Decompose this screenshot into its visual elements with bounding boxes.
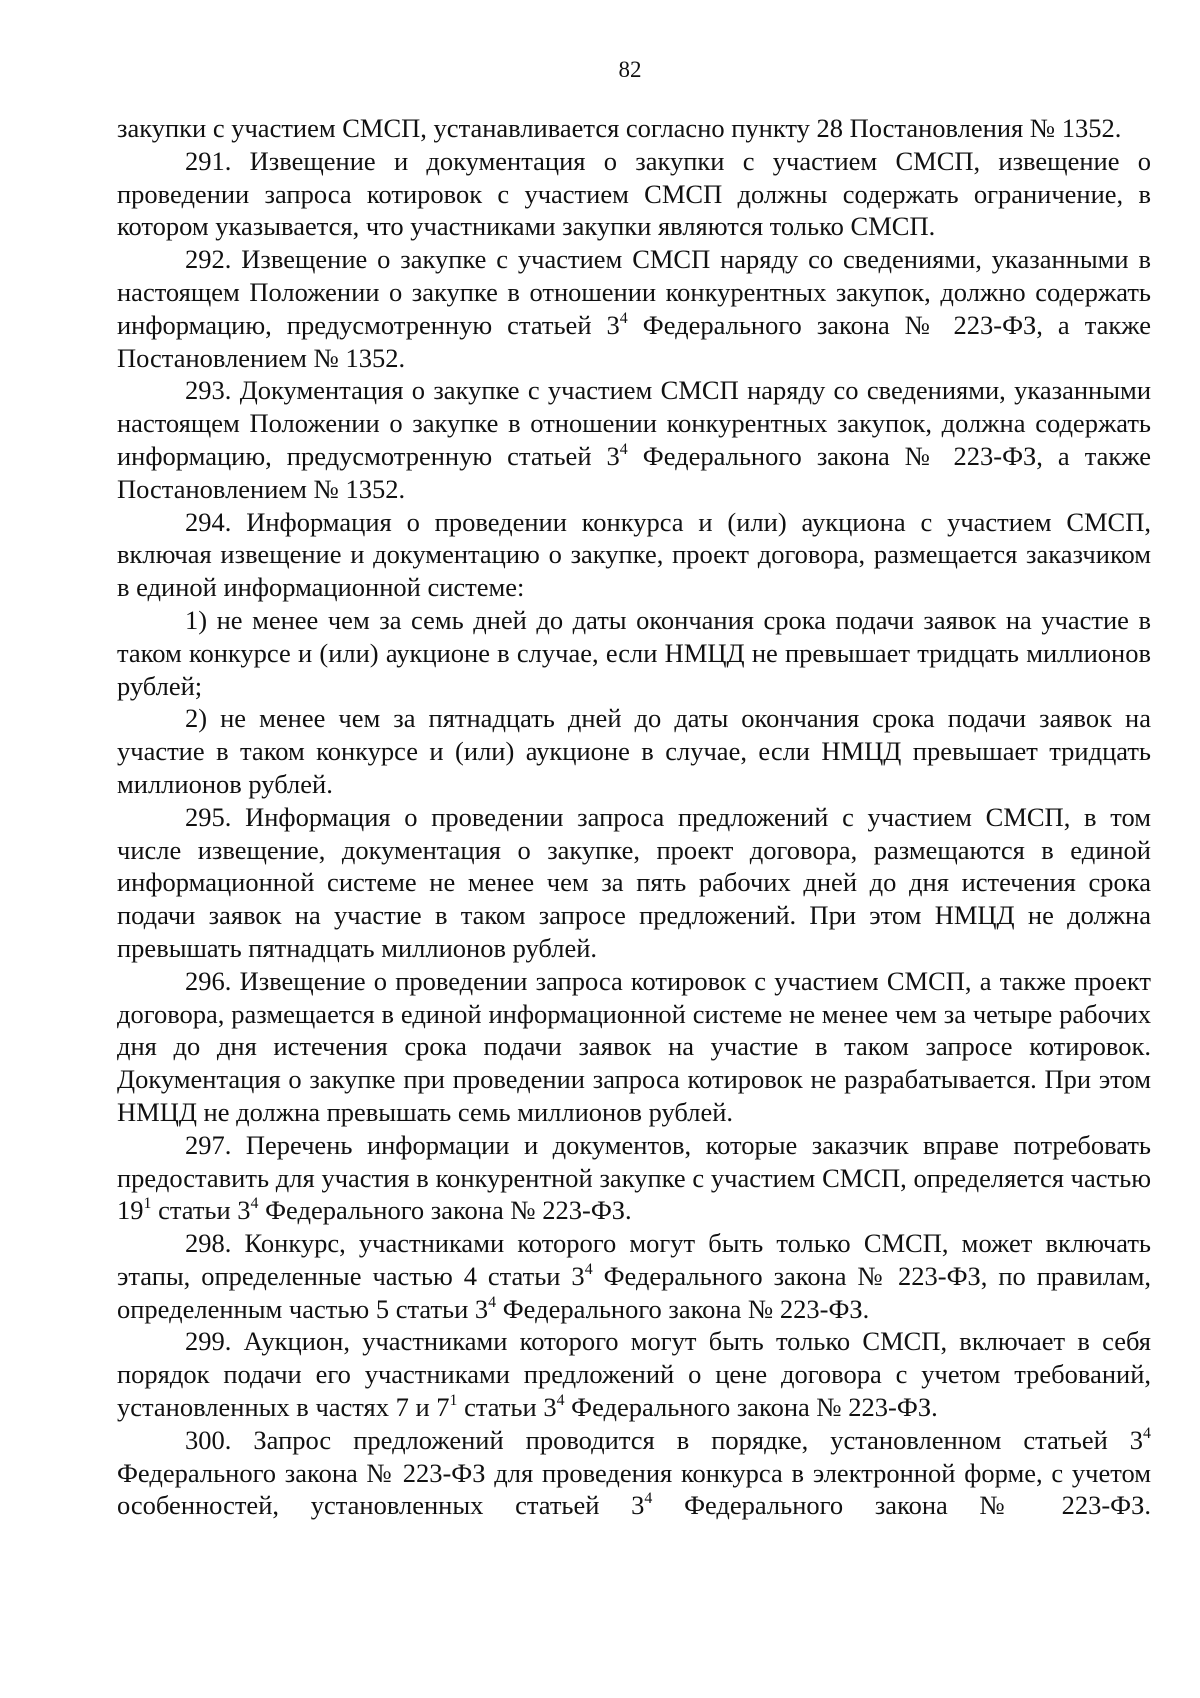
- superscript: 4: [619, 309, 628, 327]
- text-run: Федерального закона № 223-ФЗ.: [496, 1293, 870, 1324]
- paragraph-298: [117, 1227, 1151, 1325]
- paragraph-300: [117, 1424, 1151, 1522]
- text-run: Федерального закона № 223-ФЗ.: [652, 1490, 1152, 1521]
- text-run: 300. Запрос предложений проводится в порядке, установленном статьей 3: [185, 1424, 1144, 1455]
- text-run: Федерального закона № 223-ФЗ.: [564, 1392, 938, 1423]
- paragraph-299: [117, 1325, 1151, 1423]
- paragraph-297: [117, 1129, 1151, 1227]
- paragraph-293: [117, 374, 1151, 505]
- text-run: 299. Аукцион, участниками которого могут быть только СМСП, включает в себя порядок подачи его участниками предложений о цене договора с учетом требований, установленных в частях 7 и 7: [117, 1326, 1151, 1423]
- text-run: 293. Документация о закупке с участием СМСП наряду со сведениями, указанными настоящем Положении о закупке в отношении конкурентных закупок, должна содержать информацию, предусмотренную статьей 3: [117, 375, 1151, 471]
- paragraph-296: [117, 965, 1151, 1129]
- text-run: Федерального закона № 223-ФЗ, по правилам, определенным частью 5 статьи 3: [117, 1260, 1152, 1324]
- superscript: 4: [488, 1293, 497, 1311]
- paragraph-294: [117, 506, 1151, 604]
- superscript: 1: [143, 1195, 152, 1213]
- text-run: 295. Информация о проведении запроса предложений с участием СМСП, в том числе извещение, документация о закупке, проект договора, размещаются в единой информационной системе не менее чем за пять рабочих дней до дня истечения срока подачи заявок на участие в таком запросе предложений. При этом НМЦД не должна превышать пятнадцать миллионов рублей.: [117, 801, 1151, 963]
- superscript: 4: [619, 440, 628, 458]
- superscript: 4: [556, 1391, 565, 1409]
- paragraph-291: [117, 145, 1151, 243]
- text-run: Федерального закона № 223-ФЗ, а также Постановлением № 1352.: [117, 440, 1151, 504]
- paragraph-295: [117, 801, 1151, 965]
- text-run: Федерального закона № 223-ФЗ, а также Постановлением № 1352.: [117, 309, 1151, 373]
- superscript: 4: [584, 1260, 593, 1278]
- document-body: [117, 112, 1151, 1522]
- text-run: 291. Извещение и документация о закупки с участием СМСП, извещение о проведении запроса котировок с участием СМСП должны содержать ограничение, в котором указывается, что участниками закупки являются только СМСП.: [117, 145, 1151, 242]
- superscript: 4: [644, 1490, 653, 1508]
- text-run: 292. Извещение о закупке с участием СМСП наряду со сведениями, указанными в настоящем Положении о закупке в отношении конкурентных закупок, должно содержать информацию, предусмотренную статьей 3: [117, 244, 1151, 340]
- superscript: 4: [1143, 1424, 1151, 1442]
- text-run: Федерального закона № 223-ФЗ.: [258, 1195, 632, 1226]
- superscript: 4: [250, 1195, 259, 1213]
- text-run: 1) не менее чем за семь дней до даты окончания срока подачи заявок на участие в таком конкурсе и (или) аукционе в случае, если НМЦД не превышает тридцать миллионов рублей;: [117, 604, 1151, 701]
- page-number: 82: [618, 57, 642, 82]
- text-run: статьи 3: [457, 1392, 557, 1423]
- paragraph-294-item-1: [117, 604, 1151, 702]
- paragraph-continuation: [117, 112, 1151, 145]
- text-run: 298. Конкурс, участниками которого могут быть только СМСП, может включать этапы, определенные частью 4 статьи 3: [117, 1228, 1151, 1291]
- text-run: статьи 3: [151, 1195, 251, 1226]
- paragraph-292: [117, 243, 1151, 374]
- paragraph-294-item-2: [117, 702, 1151, 800]
- superscript: 1: [449, 1391, 458, 1409]
- text-run: 296. Извещение о проведении запроса котировок с участием СМСП, а также проект договора, размещается в единой информационной системе не менее чем за четыре рабочих дня до дня истечения срока подачи заявок на участие в таком запросе котировок. Документация о закупке при проведении запроса котировок не разрабатывается. При этом НМЦД не должна превышать семь миллионов рублей.: [117, 965, 1151, 1127]
- text-run: 294. Информация о проведении конкурса и (или) аукциона с участием СМСП, включая извещение и документацию о закупке, проект договора, размещается заказчиком в единой информационной системе:: [117, 506, 1151, 603]
- text-run: Федерального закона № 223-ФЗ для проведения конкурса в электронной форме, с учетом особенностей, установленных статьей 3: [117, 1457, 1151, 1521]
- text-run: 2) не менее чем за пятнадцать дней до даты окончания срока подачи заявок на участие в таком конкурсе и (или) аукционе в случае, если НМЦД превышает тридцать миллионов рублей.: [117, 703, 1151, 799]
- text-run: закупки с участием СМСП, устанавливается согласно пункту 28 Постановления № 1352.: [117, 113, 1122, 143]
- text-run: 297. Перечень информации и документов, которые заказчик вправе потребовать предоставить для участия в конкурентной закупке с участием СМСП, определяется частью 19: [117, 1129, 1151, 1226]
